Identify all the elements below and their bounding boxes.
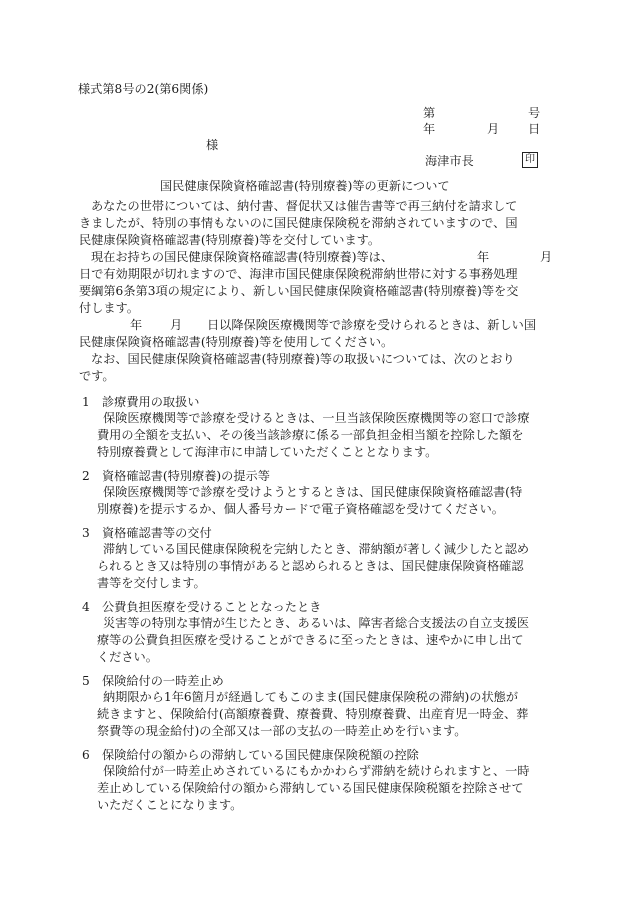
section-line: 滞納している国民健康保険税を完納したとき、滞納額が著しく減少したと認め <box>103 542 530 556</box>
section-line: 納期限から1年6箇月が経過してもこのまま(国民健康保険税の滞納)の状態が <box>103 690 519 704</box>
section-line: 別療養)を提示するか、個人番号カードで電子資格確認を受けてください。 <box>97 502 504 516</box>
recipient-suffix: 様 <box>206 138 219 152</box>
section-line: 療等の公費負担医療を受けることができるに至ったときは、速やかに申し出て <box>97 633 524 647</box>
section-line: 続きますと、保険給付(高額療養費、療養費、特別療養費、出産育児一時金、葬 <box>97 707 529 721</box>
intro-line: です。 <box>79 369 115 383</box>
section-heading: 2 資格確認書(特別療養)の提示等 <box>82 469 270 483</box>
intro-line: あなたの世帯については、納付書、督促状又は催告書等で再三納付を請求して <box>91 199 518 213</box>
section-line: 差止めしている保険給付の額から滞納している国民健康保険税額を控除させて <box>97 781 524 795</box>
number-suffix: 号 <box>528 106 541 120</box>
day-label: 日 <box>528 122 541 136</box>
section-line: 保険医療機関等で診療を受けるときは、一旦当該保険医療機関等の窓口で診療 <box>103 411 530 425</box>
seal-stamp: 印 <box>522 152 538 168</box>
intro-line: なお、国民健康保険資格確認書(特別療養)等の取扱いについては、次のとおり <box>91 352 515 366</box>
intro-line: 民健康保険資格確認書(特別療養)等を交付しています。 <box>79 233 381 247</box>
intro-blank-month: 月 <box>170 318 183 332</box>
section-line: 保険給付が一時差止めされているにもかかわらず滞納を続けられますと、一時 <box>103 764 530 778</box>
page-title: 国民健康保険資格確認書(特別療養)等の更新について <box>160 179 450 193</box>
section-line: 祭費等の現金給付)の全部又は一部の支払の一時差止めを行います。 <box>97 724 467 738</box>
section-heading: 4 公費負担医療を受けることとなったとき <box>82 600 322 614</box>
intro-line: 付します。 <box>79 301 139 315</box>
section-line: 特別療養費として海津市に申請していただくこととなります。 <box>97 445 438 459</box>
section-line: いただくことになります。 <box>97 798 243 812</box>
intro-line: 日以降保険医療機関等で診療を受けられるときは、新しい国 <box>207 318 537 332</box>
section-line: 保険医療機関等で診療を受けようとするときは、国民健康保険資格確認書(特 <box>103 485 523 499</box>
intro-line: 民健康保険資格確認書(特別療養)等を使用してください。 <box>79 335 394 349</box>
intro-blank-month: 月 <box>540 250 553 264</box>
section-heading: 6 保険給付の額からの滞納している国民健康保険税額の控除 <box>82 748 419 762</box>
section-heading: 5 保険給付の一時差止め <box>82 674 224 688</box>
section-line: 災害等の特別な事情が生じたとき、あるいは、障害者総合支援法の自立支援医 <box>103 616 530 630</box>
sender-name: 海津市長 <box>425 154 474 168</box>
month-label: 月 <box>487 122 500 136</box>
form-number: 様式第8号の2(第6関係) <box>78 82 209 96</box>
intro-line: きましたが、特別の事情もないのに国民健康保険税を滞納されていますので、国 <box>79 216 518 230</box>
intro-line: 現在お持ちの国民健康保険資格確認書(特別療養)等は、 <box>91 250 394 264</box>
year-label: 年 <box>423 122 436 136</box>
intro-line: 日で有効期限が切れますので、海津市国民健康保険税滞納世帯に対する事務処理 <box>79 267 518 281</box>
section-line: 費用の全額を支払い、その後当該診療に係る一部負担金相当額を控除した額を <box>97 428 524 442</box>
section-line: 書等を交付します。 <box>97 576 206 590</box>
intro-line: 要綱第6条第3項の規定により、新しい国民健康保険資格確認書(特別療養)等を交 <box>79 284 519 298</box>
section-line: られるとき又は特別の事情があると認められるときは、国民健康保険資格確認 <box>97 559 524 573</box>
intro-blank-year: 年 <box>477 250 490 264</box>
section-heading: 1 診療費用の取扱い <box>82 395 200 409</box>
number-label: 第 <box>423 106 436 120</box>
section-heading: 3 資格確認書等の交付 <box>82 526 212 540</box>
section-line: ください。 <box>97 650 158 664</box>
intro-blank-year: 年 <box>130 318 143 332</box>
